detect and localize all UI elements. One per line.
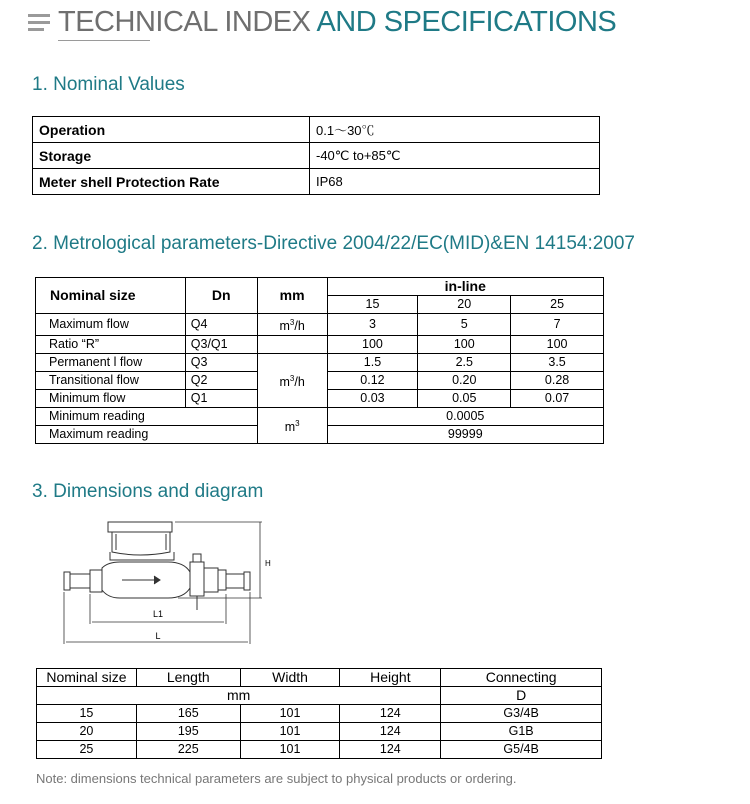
param-code: Q1 bbox=[185, 390, 257, 408]
header-mm: mm bbox=[257, 278, 327, 314]
header-nominal-size: Nominal size bbox=[36, 278, 186, 314]
param-name: Minimum reading bbox=[36, 408, 258, 426]
table-cell: 195 bbox=[136, 723, 240, 741]
header-inline: in-line bbox=[327, 278, 603, 296]
dimensions-table bbox=[36, 668, 602, 759]
table-cell: -40℃ to+85℃ bbox=[310, 143, 600, 169]
table-cell: IP68 bbox=[310, 169, 600, 195]
table-row bbox=[33, 169, 600, 195]
table-cell: Storage bbox=[33, 143, 310, 169]
section-title-dimensions: 3. Dimensions and diagram bbox=[32, 481, 264, 502]
table-row bbox=[37, 723, 602, 741]
table-row bbox=[37, 687, 602, 705]
table-row bbox=[37, 669, 602, 687]
title-underline bbox=[58, 40, 150, 41]
value-cell: 0.07 bbox=[511, 390, 604, 408]
footnote: Note: dimensions technical parameters are subject to physical products or ordering. bbox=[36, 771, 517, 786]
param-code: Q2 bbox=[185, 372, 257, 390]
table-cell: 165 bbox=[136, 705, 240, 723]
param-name: Minimum flow bbox=[36, 390, 186, 408]
value-cell: 100 bbox=[418, 336, 511, 354]
table-row bbox=[36, 336, 604, 354]
left-nut bbox=[90, 570, 102, 592]
param-name: Transitional flow bbox=[36, 372, 186, 390]
value-cell: 7 bbox=[511, 314, 604, 336]
param-name: Maximum reading bbox=[36, 426, 258, 444]
unit-cell: $m^3$ bbox=[257, 408, 327, 444]
value-cell: 99999 bbox=[327, 426, 603, 444]
meter-cap bbox=[108, 522, 172, 532]
table-cell: 124 bbox=[340, 741, 441, 759]
value-cell: 5 bbox=[418, 314, 511, 336]
value-cell: 2.5 bbox=[418, 354, 511, 372]
unit-cell bbox=[257, 336, 327, 354]
table-cell: 101 bbox=[240, 741, 340, 759]
value-cell: 0.12 bbox=[327, 372, 418, 390]
table-cell: 101 bbox=[240, 705, 340, 723]
value-cell: 0.03 bbox=[327, 390, 418, 408]
value-cell: 0.28 bbox=[511, 372, 604, 390]
table-row bbox=[33, 117, 600, 143]
header-cell: Width bbox=[240, 669, 340, 687]
unit-cell: $m^3/h$ bbox=[257, 354, 327, 408]
table-row bbox=[37, 705, 602, 723]
table-cell: G1B bbox=[441, 723, 602, 741]
param-name: Ratio “R” bbox=[36, 336, 186, 354]
header-cell: Length bbox=[136, 669, 240, 687]
table-cell: 101 bbox=[240, 723, 340, 741]
unit-cell: $m^3/h$ bbox=[257, 314, 327, 336]
water-meter-diagram bbox=[50, 518, 275, 648]
section-title-metrological: 2. Metrological parameters-Directive 2004/22/EC(MID)&EN 14154:2007 bbox=[32, 233, 635, 254]
table-cell: 15 bbox=[37, 705, 137, 723]
value-cell: 3 bbox=[327, 314, 418, 336]
table-cell: 25 bbox=[37, 741, 137, 759]
value-cell: 0.05 bbox=[418, 390, 511, 408]
table-cell: 225 bbox=[136, 741, 240, 759]
nominal-values-table bbox=[32, 116, 600, 195]
metrological-table bbox=[35, 277, 604, 444]
right-pipe bbox=[226, 574, 244, 588]
right-nut bbox=[204, 568, 218, 592]
header-cell: Height bbox=[340, 669, 441, 687]
table-row bbox=[36, 278, 604, 296]
dimension-label-l1: L1 bbox=[152, 609, 164, 619]
table-row bbox=[36, 354, 604, 372]
section-title-nominal-values: 1. Nominal Values bbox=[32, 74, 185, 95]
dimension-label-h: H bbox=[265, 559, 271, 568]
unit-cell: mm bbox=[37, 687, 441, 705]
table-cell: 124 bbox=[340, 723, 441, 741]
value-cell: 100 bbox=[327, 336, 418, 354]
header-cell: Connecting bbox=[441, 669, 602, 687]
table-cell: 124 bbox=[340, 705, 441, 723]
page-title: TECHNICAL INDEX AND SPECIFICATIONS bbox=[58, 6, 617, 38]
param-name: Permanent l flow bbox=[36, 354, 186, 372]
param-code: Q3/Q1 bbox=[185, 336, 257, 354]
value-cell: 3.5 bbox=[511, 354, 604, 372]
table-cell: Operation bbox=[33, 117, 310, 143]
table-row bbox=[37, 741, 602, 759]
left-pipe bbox=[70, 574, 90, 588]
param-code: Q3 bbox=[185, 354, 257, 372]
table-cell: G5/4B bbox=[441, 741, 602, 759]
value-cell: 0.20 bbox=[418, 372, 511, 390]
table-cell: G3/4B bbox=[441, 705, 602, 723]
size-cell: 25 bbox=[511, 296, 604, 314]
header-cell: Nominal size bbox=[37, 669, 137, 687]
table-cell: 20 bbox=[37, 723, 137, 741]
param-name: Maximum flow bbox=[36, 314, 186, 336]
table-cell: Meter shell Protection Rate bbox=[33, 169, 310, 195]
unit-cell: D bbox=[441, 687, 602, 705]
table-row bbox=[36, 314, 604, 336]
table-cell: 0.1～30℃ bbox=[310, 117, 600, 143]
size-cell: 20 bbox=[418, 296, 511, 314]
value-cell: 100 bbox=[511, 336, 604, 354]
value-cell: 0.0005 bbox=[327, 408, 603, 426]
dimension-label-l: L bbox=[155, 631, 161, 641]
value-cell: 1.5 bbox=[327, 354, 418, 372]
header-dn: Dn bbox=[185, 278, 257, 314]
param-code: Q4 bbox=[185, 314, 257, 336]
header-decoration-icon bbox=[28, 14, 50, 35]
meter-register bbox=[112, 532, 170, 555]
size-cell: 15 bbox=[327, 296, 418, 314]
table-row bbox=[33, 143, 600, 169]
table-row bbox=[36, 408, 604, 426]
